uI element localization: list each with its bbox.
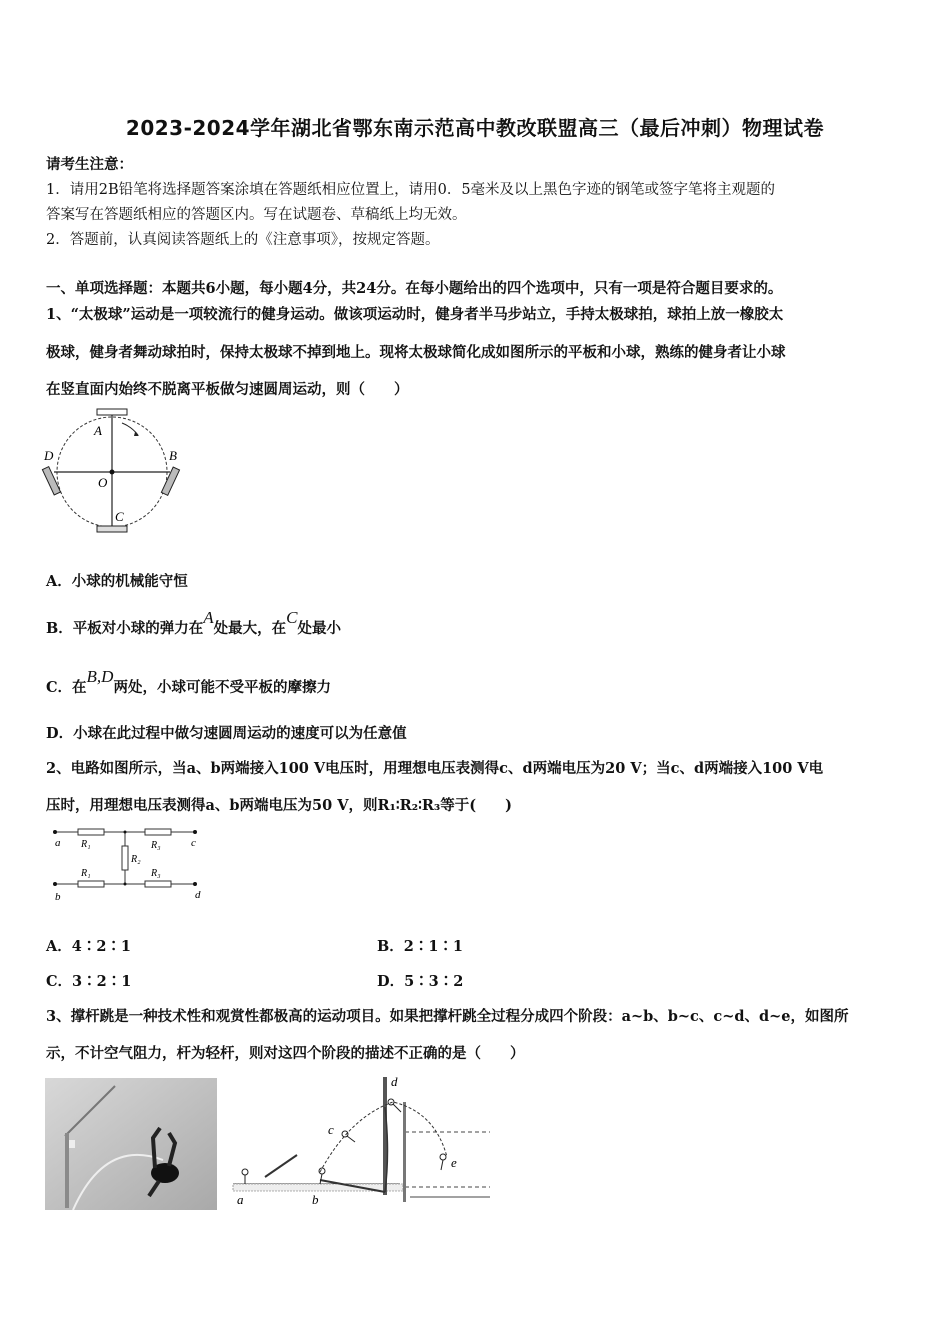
stage-label-e: e — [451, 1155, 457, 1170]
q1-option-d: D．小球在此过程中做匀速圆周运动的速度可以为任意值 — [46, 725, 407, 742]
pole-stage-a — [265, 1155, 297, 1177]
stage-label-b: b — [312, 1192, 319, 1207]
notice-header: 请考生注意： — [46, 156, 133, 173]
paddle-d — [42, 467, 60, 495]
pole-vault-photo — [45, 1078, 217, 1210]
center-point — [110, 470, 115, 475]
label-a: a — [55, 837, 61, 849]
label-B: B — [169, 448, 177, 463]
q1-stem-line3: 在竖直面内始终不脱离平板做匀速圆周运动，则（ ） — [46, 381, 409, 398]
q1-option-a: A．小球的机械能守恒 — [46, 573, 188, 590]
stage-label-c: c — [328, 1122, 334, 1137]
q1-option-b-mid: 处最大，在 — [213, 620, 287, 637]
q2-stem-line2: 压时，用理想电压表测得a、b两端电压为50 V，则R₁∶R₂∶R₃等于( ) — [46, 797, 512, 814]
notice-item-1-cont: 答案写在答题纸相应的答题区内。写在试题卷、草稿纸上均无效。 — [46, 207, 467, 223]
q1-option-b — [46, 608, 341, 638]
q3-stem-line2: 示，不计空气阻力，杆为轻杆，则对这四个阶段的描述不正确的是（ ） — [46, 1045, 525, 1062]
upright-stand — [65, 1133, 69, 1208]
resistor-r1-bottom — [78, 881, 104, 887]
paddle-b — [161, 467, 179, 495]
q2-option-a: A．4∶2∶1 — [46, 938, 132, 955]
label-C: C — [115, 509, 124, 524]
q2-option-d: D．5∶3∶2 — [377, 973, 464, 990]
q1-option-c — [46, 667, 331, 697]
notice-item-2: 2．答题前，认真阅读答题纸上的《注意事项》，按规定答题。 — [46, 232, 440, 248]
terminal-a — [53, 830, 57, 834]
stage-label-a: a — [237, 1192, 244, 1207]
label-r1-top: R₁ — [81, 839, 91, 850]
q3-stem-line1: 3、撑杆跳是一种技术性和观赏性都极高的运动项目。如果把撑杆跳全过程分成四个阶段：a~b、b~c、c~d、d~e，如图所 — [46, 1008, 849, 1025]
label-r3-bottom: R₃ — [151, 868, 161, 879]
terminal-b — [53, 882, 57, 886]
resistor-r1-top — [78, 829, 104, 835]
section-heading: 一、单项选择题：本题共6小题，每小题4分，共24分。在每小题给出的四个选项中，只有一项是符合题目要求的。 — [46, 280, 783, 297]
q1-option-b-post: 处最小 — [297, 620, 341, 637]
resistor-r2 — [122, 846, 128, 870]
q1-option-c-var: B,D — [86, 667, 114, 686]
q2-option-b: B．2∶1∶1 — [377, 938, 464, 955]
label-c: c — [191, 837, 196, 849]
pole-vault-stages-diagram — [225, 1072, 495, 1212]
resistor-r3-top — [145, 829, 171, 835]
q2-option-c: C．3∶2∶1 — [46, 973, 132, 990]
label-r2: R₂ — [131, 854, 141, 865]
q1-option-b-var2: C — [286, 608, 298, 627]
q1-option-b-pre: B．平板对小球的弹力在 — [46, 620, 204, 637]
q1-option-b-var1: A — [203, 608, 214, 627]
page-title: 2023-2024学年湖北省鄂东南示范高中教改联盟高三（最后冲刺）物理试卷 — [125, 116, 825, 140]
terminal-d — [193, 882, 197, 886]
q1-stem-line1: 1、“太极球”运动是一项较流行的健身运动。做该项运动时，健身者半马步站立，手持太极球拍，球拍上放一橡胶太 — [46, 306, 784, 323]
label-A: A — [94, 423, 102, 438]
paddle-c — [97, 526, 127, 532]
q1-stem-line2: 极球，健身者舞动球拍时，保持太极球不掉到地上。现将太极球简化成如图所示的平板和小球，熟练的健身者让小球 — [46, 344, 786, 361]
q1-option-c-pre: C．在 — [46, 679, 87, 696]
paddle-a — [97, 409, 127, 415]
stage-label-d: d — [391, 1074, 398, 1089]
q1-option-c-post: 两处，小球可能不受平板的摩擦力 — [113, 679, 331, 696]
resistor-r3-bottom — [145, 881, 171, 887]
label-b: b — [55, 891, 61, 903]
taiji-ball-figure — [40, 405, 200, 540]
notice-item-1: 1．请用2B铅笔将选择题答案涂填在答题纸相应位置上，请用0．5毫米及以上黑色字迹的钢笔或签字笔将主观题的 — [46, 182, 776, 198]
label-r1-bottom: R₁ — [81, 868, 91, 879]
label-r3-top: R₃ — [151, 840, 161, 851]
terminal-c — [193, 830, 197, 834]
label-d: d — [195, 889, 201, 901]
circuit-diagram — [45, 822, 215, 904]
label-D: D — [44, 448, 54, 463]
q2-stem-line1: 2、电路如图所示，当a、b两端接入100 V电压时，用理想电压表测得c、d两端电压为20 V；当c、d两端接入100 V电 — [46, 760, 824, 777]
label-O: O — [98, 475, 108, 490]
